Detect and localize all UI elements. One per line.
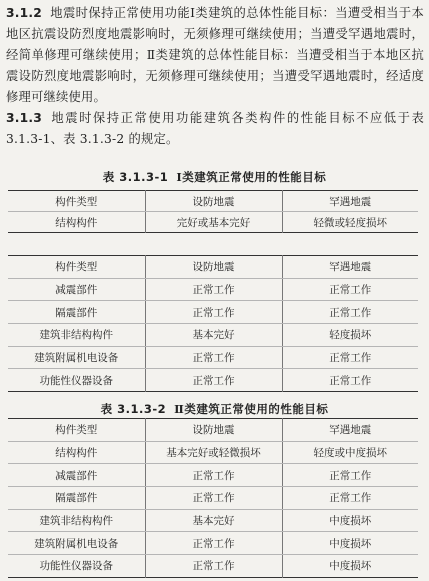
table-cell: 结构构件 xyxy=(8,441,145,464)
clause-number: 3.1.3 xyxy=(6,111,43,125)
header-cell: 构件类型 xyxy=(8,256,145,279)
table-cell: 建筑附属机电设备 xyxy=(8,346,145,369)
table-row xyxy=(8,278,418,301)
table-caption-3-1-3-2 xyxy=(0,401,429,417)
clause-text: 地震时保持正常使用功能Ⅰ类建筑的总体性能目标：当遭受相当于本地区抗震设防烈度地震影响时，无须修理可继续使用；当遭受罕遇地震时，经简单修理可继续使用；Ⅱ类建筑的总体性能目标：当遭受相当于本地区抗震设防烈度地震影响时，无须修理可继续使用；当遭受罕遇地震时，经适度修理可继续使用。 xyxy=(6,6,424,104)
table-cell: 正常工作 xyxy=(145,301,282,324)
clause-3-1-2 xyxy=(6,3,424,108)
table-header-row xyxy=(8,256,418,279)
table-cell: 建筑非结构构件 xyxy=(8,509,145,532)
table-row xyxy=(8,509,418,532)
table-cell: 正常工作 xyxy=(282,278,418,301)
table-cell: 功能性仪器设备 xyxy=(8,369,145,392)
table-3-1-3-1-part-a xyxy=(8,190,418,233)
table-cell: 正常工作 xyxy=(282,464,418,487)
table-title: Ⅰ类建筑正常使用的性能目标 xyxy=(176,170,327,184)
table-header-row xyxy=(8,191,418,212)
table-3-1-3-2 xyxy=(8,418,418,578)
table-cell: 基本完好或轻微损坏 xyxy=(145,441,282,464)
table-cell: 轻度或中度损坏 xyxy=(282,441,418,464)
table-cell: 建筑非结构构件 xyxy=(8,324,145,347)
table-cell: 正常工作 xyxy=(282,369,418,392)
table-row xyxy=(8,555,418,578)
table-cell: 完好或基本完好 xyxy=(145,212,282,233)
table-row xyxy=(8,324,418,347)
table-caption-3-1-3-1 xyxy=(0,169,429,185)
table-row xyxy=(8,532,418,555)
table-cell: 正常工作 xyxy=(282,346,418,369)
table-row xyxy=(8,369,418,392)
table-cell: 中度损坏 xyxy=(282,555,418,578)
table-cell: 正常工作 xyxy=(145,532,282,555)
header-cell: 设防地震 xyxy=(145,256,282,279)
header-cell: 设防地震 xyxy=(145,419,282,442)
table-cell: 正常工作 xyxy=(145,555,282,578)
table-cell: 减震部件 xyxy=(8,278,145,301)
table-row xyxy=(8,441,418,464)
table-cell: 轻度损坏 xyxy=(282,324,418,347)
header-cell: 构件类型 xyxy=(8,419,145,442)
table-cell: 减震部件 xyxy=(8,464,145,487)
table-header-row xyxy=(8,419,418,442)
table-title: Ⅱ类建筑正常使用的性能目标 xyxy=(174,402,329,416)
header-cell: 罕遇地震 xyxy=(282,191,418,212)
header-cell: 罕遇地震 xyxy=(282,256,418,279)
table-cell: 正常工作 xyxy=(145,346,282,369)
table-cell: 功能性仪器设备 xyxy=(8,555,145,578)
table-row xyxy=(8,212,418,233)
table-3-1-3-1-part-b xyxy=(8,255,418,392)
table-cell: 轻微或轻度损坏 xyxy=(282,212,418,233)
table-cell: 中度损坏 xyxy=(282,509,418,532)
header-cell: 设防地震 xyxy=(145,191,282,212)
table-cell: 结构构件 xyxy=(8,212,145,233)
table-number: 表 3.1.3-2 xyxy=(100,402,167,416)
table-cell: 正常工作 xyxy=(145,464,282,487)
table-cell: 中度损坏 xyxy=(282,532,418,555)
header-cell: 罕遇地震 xyxy=(282,419,418,442)
table-row xyxy=(8,301,418,324)
clause-3-1-3 xyxy=(6,108,424,150)
table-cell: 建筑附属机电设备 xyxy=(8,532,145,555)
table-cell: 正常工作 xyxy=(145,278,282,301)
header-cell: 构件类型 xyxy=(8,191,145,212)
table-cell: 正常工作 xyxy=(145,487,282,510)
table-cell: 正常工作 xyxy=(282,487,418,510)
table-row xyxy=(8,464,418,487)
table-cell: 基本完好 xyxy=(145,324,282,347)
table-row xyxy=(8,346,418,369)
table-row xyxy=(8,487,418,510)
table-cell: 正常工作 xyxy=(282,301,418,324)
table-number: 表 3.1.3-1 xyxy=(102,170,169,184)
table-cell: 隔震部件 xyxy=(8,487,145,510)
table-cell: 基本完好 xyxy=(145,509,282,532)
table-cell: 隔震部件 xyxy=(8,301,145,324)
clause-text: 地震时保持正常使用功能建筑各类构件的性能目标不应低于表 3.1.3-1、表 3.1.3-2 的规定。 xyxy=(6,111,424,146)
clause-number: 3.1.2 xyxy=(6,6,43,20)
table-cell: 正常工作 xyxy=(145,369,282,392)
